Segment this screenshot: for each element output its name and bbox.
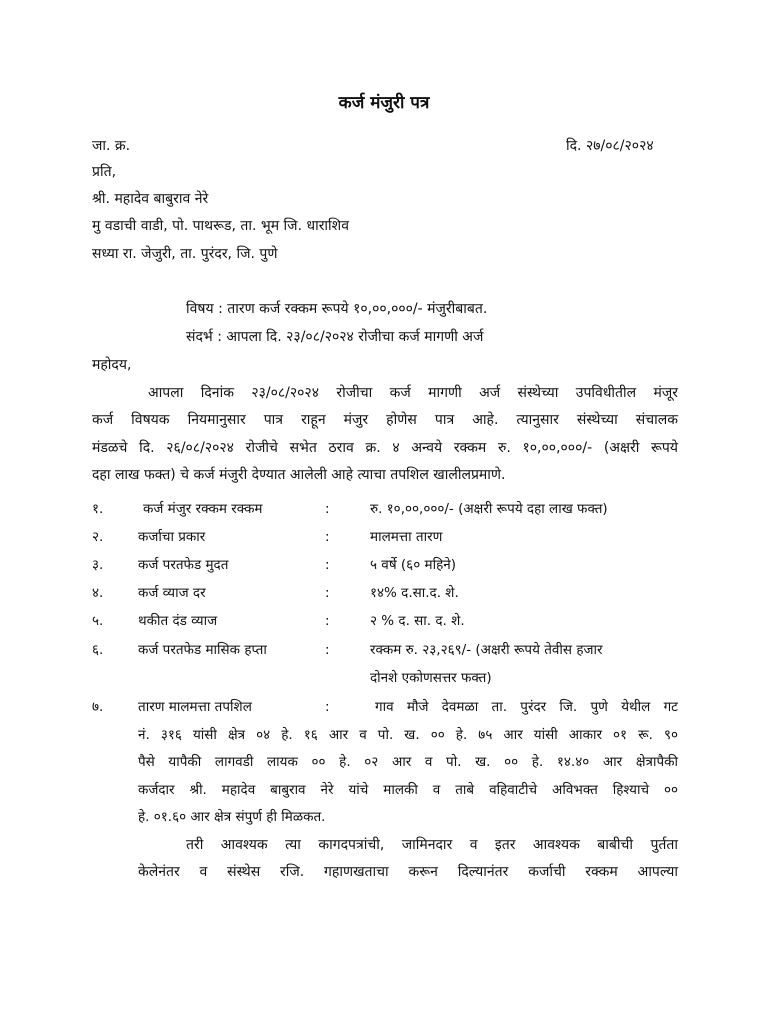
item-number: ५. (92, 613, 104, 629)
reference-line: संदर्भ : आपला दि. २३/०८/२०२४ रोजीचा कर्ज मागणी अर्ज (186, 329, 484, 345)
item-number: ७. (92, 699, 104, 715)
item-number: ६. (92, 642, 104, 658)
item-colon: : (325, 585, 330, 601)
intro-line: दहा लाख फक्त) चे कर्ज मंजुरी देण्यात आलेली आहे त्याचा तपशिल खालीलप्रमाणे. (92, 467, 506, 483)
detail-row (0, 640, 768, 664)
item-colon: : (325, 613, 330, 629)
addressee-address-2: सध्या रा. जेजुरी, ता. पुरंदर, जि. पुणे (92, 246, 278, 262)
item-colon: : (325, 699, 330, 715)
detail-row (0, 697, 768, 721)
intro-line: कर्ज विषयक नियमानुसार पात्र राहून मंजुर होणेस पात्र आहे. त्यानुसार संस्थेच्या संचालक (92, 412, 678, 428)
item-label: कर्ज मंजुर रक्कम रक्कम (143, 501, 263, 517)
item-label: कर्ज परतफेड मासिक हप्ता (138, 642, 267, 658)
item-value: २ % द. सा. द. शे. (370, 613, 465, 629)
item-colon: : (325, 557, 330, 573)
to-label: प्रति, (92, 164, 117, 180)
detail-row (0, 555, 768, 579)
item-value-continued: दोनशे एकोणसत्तर फक्त) (370, 670, 492, 686)
item-label: कर्जाचा प्रकार (138, 529, 206, 545)
item-number: २. (92, 529, 104, 545)
item-label: कर्ज व्याज दर (138, 585, 206, 601)
detail-row (0, 583, 768, 607)
detail-row (0, 611, 768, 635)
item-number: ३. (92, 557, 104, 573)
letter-date: दि. २७/०८/२०२४ (566, 138, 654, 154)
intro-line: मंडळचे दि. २६/०८/२०२४ रोजीचे सभेत ठराव क्र. ४ अन्वये रक्कम रु. १०,००,०००/- (अक्षरी रूपये (92, 440, 678, 456)
property-line: कर्जदार श्री. महादेव बाबुराव नेरे यांचे मालकी व ताबे वहिवाटीचे अविभक्त हिश्याचे ०० (138, 782, 678, 798)
property-line: पैसे यापैकी लागवडी लायक ०० हे. ०२ आर व पो. ख. ०० हे. १४.४० आर क्षेत्रापैकी (138, 754, 678, 770)
property-line: नं. ३१६ यांसी क्षेत्र ०४ हे. १६ आर व पो. ख. ०० हे. ७५ आर यांसी आकार ०१ रू. ९० (138, 727, 678, 743)
item-label: कर्ज परतफेड मुदत (138, 557, 229, 573)
item-colon: : (325, 501, 330, 517)
item-colon: : (325, 529, 330, 545)
item-value: रक्कम रु. २३,२६९/- (अक्षरी रूपये तेवीस हजार (370, 642, 603, 658)
addressee-address-1: मु वडाची वाडी, पो. पाथरूड, ता. भूम जि. धाराशिव (92, 218, 349, 234)
reference-number: जा. क्र. (92, 138, 131, 154)
item-number: ४. (92, 585, 104, 601)
item-value: रु. १०,००,०००/- (अक्षरी रूपये दहा लाख फक्त) (370, 501, 608, 517)
intro-line: आपला दिनांक २३/०८/२०२४ रोजीचा कर्ज मागणी अर्ज संस्थेच्या उपविधीतील मंजूर (148, 385, 678, 401)
property-line: हे. ०१.६० आर क्षेत्र संपुर्ण ही मिळकत. (138, 809, 326, 825)
letter-title: कर्ज मंजुरी पत्र (338, 93, 430, 113)
closing-line: केलेनंतर व संस्थेस रजि. गहाणखताचा करून दिल्यानंतर कर्जाची रक्कम आपल्या (138, 864, 678, 880)
detail-row (0, 527, 768, 551)
closing-line: तरी आवश्यक त्या कागदपत्रांची, जामिनदार व इतर आवश्यक बाबीची पुर्तता (186, 837, 678, 853)
item-label: थकीत दंड व्याज (138, 613, 218, 629)
item-number: १. (92, 501, 104, 517)
item-value: मालमत्ता तारण (370, 529, 443, 545)
addressee-name: श्री. महादेव बाबुराव नेरे (92, 191, 209, 207)
item-value: गाव मौजे देवमळा ता. पुरंदर जि. पुणे येथील गट (375, 699, 678, 715)
item-value: १४% द.सा.द. शे. (370, 585, 459, 601)
detail-row (0, 499, 768, 523)
item-colon: : (325, 642, 330, 658)
item-value: ५ वर्षे (६० महिने) (370, 557, 457, 573)
salutation: महोदय, (92, 357, 132, 373)
subject-line: विषय : तारण कर्ज रक्कम रूपये १०,००,०००/- मंजुरीबाबत. (186, 301, 488, 317)
item-label: तारण मालमत्ता तपशिल (138, 699, 252, 715)
